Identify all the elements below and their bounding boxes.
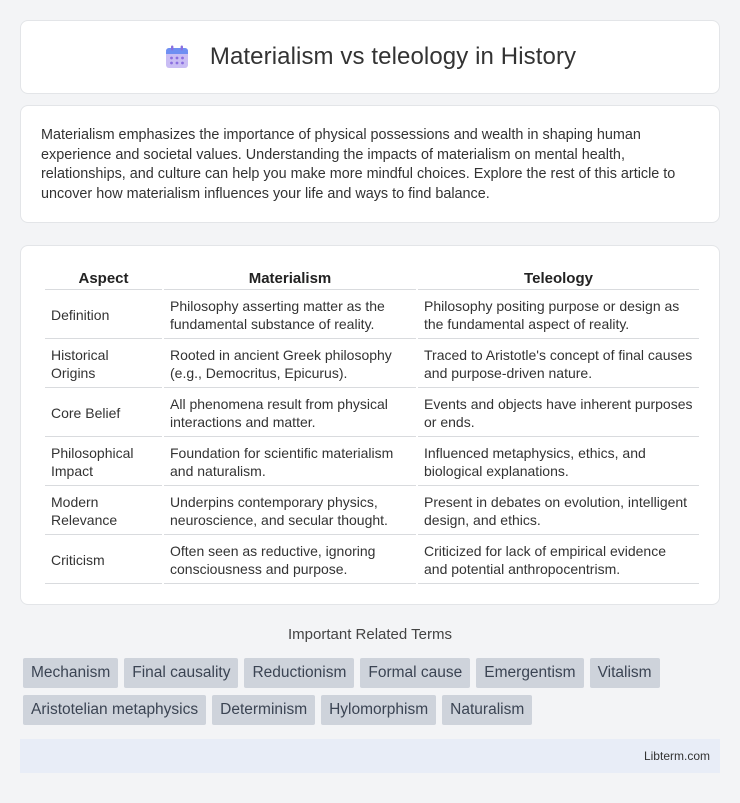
tag-final-causality[interactable]: Final causality <box>124 658 238 688</box>
intro-text: Materialism emphasizes the importance of physical possessions and wealth in shaping human experience and societal values. Understanding the impacts of materialism on mental health, relationships, and culture can help you make more mindful choices. Explore the rest of this article to uncover how materialism influences your life and ways to find balance. <box>41 127 676 202</box>
cell-materialism: All phenomena result from physical interactions and matter. <box>164 390 416 437</box>
table-row <box>45 488 699 535</box>
table-row <box>45 390 699 437</box>
table-row <box>45 292 699 339</box>
cell-aspect: Definition <box>45 292 162 339</box>
cell-teleology: Philosophy positing purpose or design as the fundamental aspect of reality. <box>418 292 699 339</box>
cell-materialism: Rooted in ancient Greek philosophy (e.g., Democritus, Epicurus). <box>164 341 416 388</box>
table-row <box>45 341 699 388</box>
cell-materialism: Foundation for scientific materialism and naturalism. <box>164 439 416 486</box>
page-title: Materialism vs teleology in History <box>209 43 577 70</box>
cell-teleology: Criticized for lack of empirical evidence and potential anthropocentrism. <box>418 537 699 584</box>
column-header-aspect: Aspect <box>45 268 162 290</box>
cell-aspect: Modern Relevance <box>45 488 162 535</box>
cell-teleology: Traced to Aristotle's concept of final causes and purpose-driven nature. <box>418 341 699 388</box>
tag-emergentism[interactable]: Emergentism <box>476 658 583 688</box>
column-header-materialism: Materialism <box>164 268 416 290</box>
cell-aspect: Core Belief <box>45 390 162 437</box>
cell-teleology: Influenced metaphysics, ethics, and biological explanations. <box>418 439 699 486</box>
cell-aspect: Philosophical Impact <box>45 439 162 486</box>
comparison-card <box>20 245 720 605</box>
cell-materialism: Often seen as reductive, ignoring consciousness and purpose. <box>164 537 416 584</box>
tag-aristotelian-metaphysics[interactable]: Aristotelian metaphysics <box>23 695 206 725</box>
header-card <box>20 20 720 94</box>
cell-teleology: Events and objects have inherent purposes or ends. <box>418 390 699 437</box>
tag-mechanism[interactable]: Mechanism <box>23 658 118 688</box>
intro-card <box>20 105 720 223</box>
tag-naturalism[interactable]: Naturalism <box>442 695 532 725</box>
related-terms-heading: Important Related Terms <box>288 626 452 643</box>
comparison-table <box>43 266 701 586</box>
cell-materialism: Philosophy asserting matter as the fundamental substance of reality. <box>164 292 416 339</box>
tag-determinism[interactable]: Determinism <box>212 695 315 725</box>
calendar-icon <box>164 44 190 70</box>
tag-hylomorphism[interactable]: Hylomorphism <box>321 695 436 725</box>
cell-materialism: Underpins contemporary physics, neuroscience, and secular thought. <box>164 488 416 535</box>
table-header-row <box>45 268 699 290</box>
column-header-teleology: Teleology <box>418 268 699 290</box>
related-terms-list <box>23 658 723 725</box>
table-row <box>45 439 699 486</box>
cell-aspect: Historical Origins <box>45 341 162 388</box>
footer <box>20 739 720 773</box>
tag-vitalism[interactable]: Vitalism <box>590 658 660 688</box>
tag-formal-cause[interactable]: Formal cause <box>360 658 470 688</box>
header <box>164 43 576 71</box>
cell-teleology: Present in debates on evolution, intelligent design, and ethics. <box>418 488 699 535</box>
cell-aspect: Criticism <box>45 537 162 584</box>
footer-brand[interactable]: Libterm.com <box>643 749 710 763</box>
table-row <box>45 537 699 584</box>
tag-reductionism[interactable]: Reductionism <box>244 658 354 688</box>
